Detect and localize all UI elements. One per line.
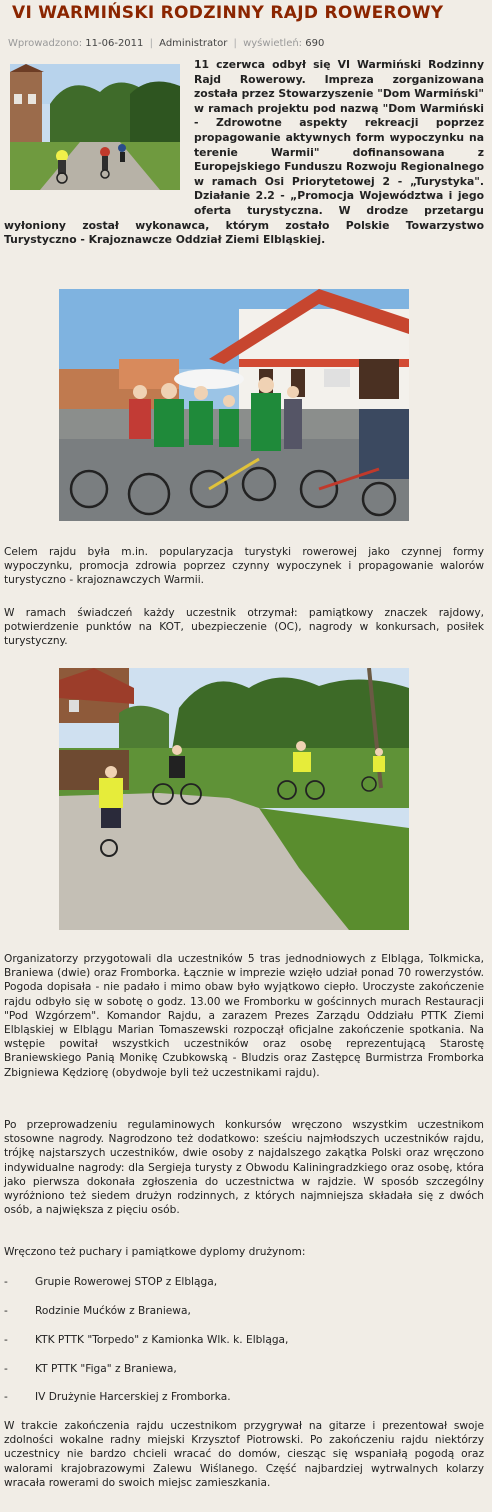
photo-cyclists-rural bbox=[59, 668, 409, 930]
meta-views-count: 690 bbox=[305, 38, 325, 49]
article-intro bbox=[4, 58, 484, 248]
list-item: - Grupie Rowerowej STOP z Elbląga, bbox=[4, 1276, 218, 1288]
meta-views-label: wyświetleń: bbox=[243, 38, 303, 49]
photo-cyclists-group bbox=[59, 289, 409, 521]
list-item: - Rodzinie Mućków z Braniewa, bbox=[4, 1305, 191, 1317]
paragraph-2: W ramach świadczeń każdy uczestnik otrzymał: pamiątkowy znaczek rajdowy, potwierdzenie punktów na KOT, ubezpieczenie (OC), nagrody w konkursach, posiłek turystyczny. bbox=[4, 607, 484, 648]
paragraph-closing: W trakcie zakończenia rajdu uczestnikom przygrywał na gitarze i prezentował swoje zdolności wokalne radny miejski Krzysztof Piotrowski. Po zakończeniu rajdu niektórzy uczestnicy nie bardzo chcieli wracać do domów, ciesząc się wspaniałą pogodą oraz walorami krajobrazowymi Zalewu Wiślanego. Część najbardziej wytrwalnych kolarzy wracała rowerami do swoich miejsc zamieszkania. bbox=[4, 1420, 484, 1489]
list-item: - KTK PTTK "Torpedo" z Kamionka Wlk. k. Elbląga, bbox=[4, 1334, 289, 1346]
list-item: - IV Drużynie Harcerskiej z Fromborka. bbox=[4, 1391, 231, 1403]
meta-added-date: 11-06-2011 bbox=[85, 38, 144, 49]
meta-author: Administrator bbox=[159, 38, 228, 49]
article-intro-text: 11 czerwca odbył się VI Warmiński Rodzinny Rajd Rowerowy. Impreza zorganizowana została przez Stowarzyszenie "Dom Warmiński" w ramach projektu pod nazwą "Dom Warmiński - Zdrowotne aspekty rekreacji poprzez propagowanie aktywnych form wypoczynku na terenie Warmii" dofinansowana z Europejskiego Funduszu Rozwoju Regionalnego w ramach Osi Priorytetowej 2 - „Turystyka". Działanie 2.2 - „Promocja Województwa i jego oferta turystyczna. W drodze przetargu wyłoniony został wykonawca, którym zostało Polskie Towarzystwo Turystyczno - Krajoznawcze Oddział Ziemi Elbląskiej. bbox=[4, 58, 484, 247]
paragraph-5: Wręczono też puchary i pamiątkowe dyplomy drużynom: bbox=[4, 1246, 306, 1258]
article-meta: Wprowadzono: 11-06-2011 | Administrator | wyświetleń: 690 bbox=[8, 38, 325, 49]
article-title: VI WARMIŃSKI RODZINNY RAJD ROWEROWY bbox=[12, 3, 444, 23]
paragraph-1: Celem rajdu była m.in. popularyzacja turystyki rowerowej jako czynnej formy wypoczynku, promocja zdrowia poprzez czynny wypoczynek i propagowanie walorów turystyczno - krajoznawczych Warmii. bbox=[4, 546, 484, 587]
paragraph-3: Organizatorzy przygotowali dla uczestników 5 tras jednodniowych z Elbląga, Tolkmicka, Braniewa (dwie) oraz Fromborka. Łącznie w imprezie wzięło udział ponad 70 rowerzystów. Pogoda dopisała - nie padało i mimo obaw było wyjątkowo ciepło. Uroczyste zakończenie rajdu odbyło się w sobotę o godz. 13.00 we Fromborku w gościnnych murach Restauracji "Pod Wzgórzem". Komandor Rajdu, a zarazem Prezes Zarządu Oddziału PTTK Ziemi Elbląskiej w Elblągu Marian Tomaszewski rozpoczął oficjalne zakończenie spotkania. Na wstępie powitał wszystkich uczestników oraz osobę reprezentującą Starostę Braniewskiego Panią Monikę Czubkowską - Bludzis oraz Zastępcę Burmistrza Fromborka Zbigniewa Kędziorę (obydwoje byli też uczestnikami rajdu). bbox=[4, 953, 484, 1079]
meta-added-label: Wprowadzono: bbox=[8, 38, 83, 49]
paragraph-4: Po przeprowadzeniu regulaminowych konkursów wręczono wszystkim uczestnikom stosowne nagrody. Nagrodzono też dodatkowo: sześciu najmłodszych uczestników rajdu, trójkę najstarszych uczestników, dwie osoby z najdalszego zakątka Polski oraz wręczono indywidualne nagrody: dla Sergieja turysty z Obwodu Kaliningradzkiego oraz osobę, która jako pierwsza dokonała zgłoszenia do uczestnictwa w rajdzie. W sposób szczególny wyróżniono też siedem drużyn rodzinnych, z których najmniejsza składała się z dwóch osób, a największa z pięciu osób. bbox=[4, 1119, 484, 1217]
list-item: - KT PTTK "Figa" z Braniewa, bbox=[4, 1363, 177, 1375]
